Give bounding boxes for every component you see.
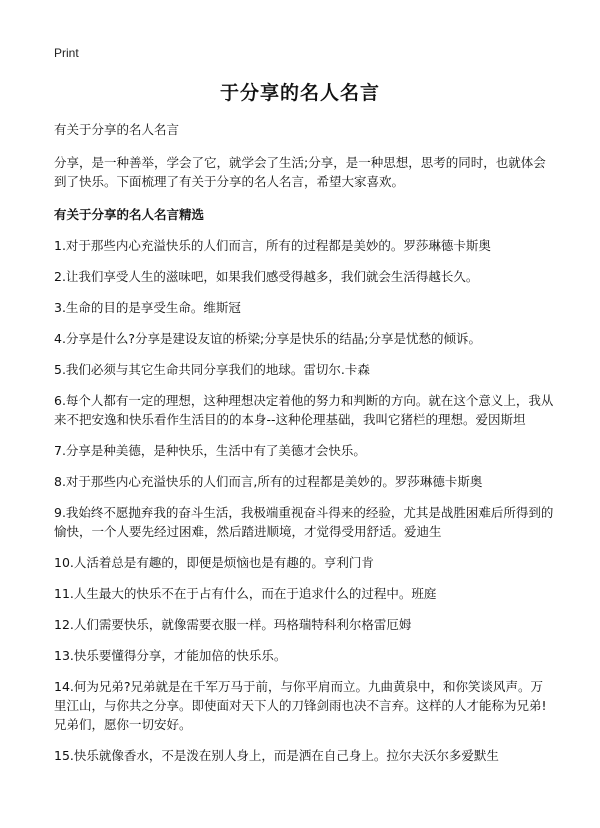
quote-item: 10.人活着总是有趣的，即便是烦恼也是有趣的。亨利门肯 <box>54 555 374 570</box>
quote-item: 2.让我们享受人生的滋味吧，如果我们感受得越多，我们就会生活得越长久。 <box>54 269 479 284</box>
quote-item: 7.分享是种美德，是种快乐，生活中有了美德才会快乐。 <box>54 443 366 458</box>
quote-item: 14.何为兄弟?兄弟就是在千军万马于前，与你平肩而立。九曲黄泉中，和你笑谈风声。万里江山，与你共之分享。即使面对天下人的刀锋剑雨也决不言弃。这样的人才能称为兄弟!兄弟们，愿你一切安好。 <box>54 679 547 732</box>
quote-item: 12.人们需要快乐，就像需要衣服一样。玛格瑞特科利尔格雷厄姆 <box>54 617 412 632</box>
quote-item: 1.对于那些内心充溢快乐的人们而言，所有的过程都是美妙的。罗莎琳德卡斯奥 <box>54 238 491 253</box>
article-subtitle: 有关于分享的名人名言 <box>54 122 180 137</box>
quote-item: 13.快乐要懂得分享，才能加倍的快乐乐。 <box>54 648 287 663</box>
quote-item: 8.对于那些内心充溢快乐的人们而言,所有的过程都是美妙的。罗莎琳德卡斯奥 <box>54 474 483 489</box>
article-intro: 分享，是一种善举，学会了它，就学会了生活;分享，是一种思想，思考的同时，也就体会到了快乐。下面梳理了有关于分享的名人名言，希望大家喜欢。 <box>54 155 546 189</box>
quote-item: 6.每个人都有一定的理想，这种理想决定着他的努力和判断的方向。就在这个意义上，我从来不把安逸和快乐看作生活目的的本身--这种伦理基础，我叫它猪栏的理想。爱因斯坦 <box>54 393 554 427</box>
print-link[interactable]: Print <box>54 46 79 60</box>
quote-list <box>54 236 554 765</box>
quote-item: 5.我们必须与其它生命共同分享我们的地球。雷切尔.卡森 <box>54 362 370 377</box>
page-title: 于分享的名人名言 <box>219 82 380 104</box>
section-heading: 有关于分享的名人名言精选 <box>54 207 205 222</box>
quote-item: 11.人生最大的快乐不在于占有什么，而在于追求什么的过程中。班庭 <box>54 586 437 601</box>
quote-item: 15.快乐就像香水，不是泼在别人身上，而是洒在自己身上。拉尔夫沃尔多爱默生 <box>54 748 499 763</box>
quote-item: 4.分享是什么?分享是建设友谊的桥梁;分享是快乐的结晶;分享是忧愁的倾诉。 <box>54 331 481 346</box>
quote-item: 9.我始终不愿抛弃我的奋斗生活，我极端重视奋斗得来的经验，尤其是战胜困难后所得到的愉快，一个人要先经过困难，然后踏进顺境，才觉得受用舒适。爱迪生 <box>54 505 554 539</box>
article-body <box>54 120 554 777</box>
quote-item: 3.生命的目的是享受生命。维斯冠 <box>54 300 241 315</box>
